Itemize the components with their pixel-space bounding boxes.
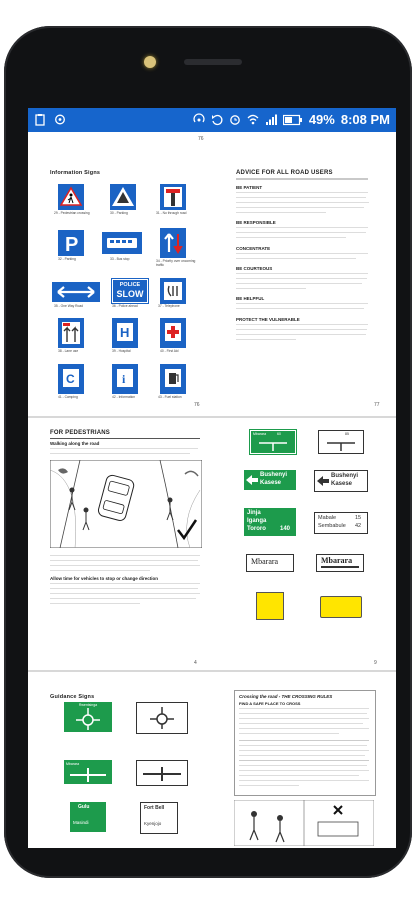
text-line: [236, 192, 368, 193]
text-line: [236, 288, 306, 289]
page-number: 4: [194, 660, 197, 666]
text-line: [239, 745, 367, 746]
pdf-page-spread-3: [28, 674, 396, 848]
sign-text: Bushenyi: [331, 473, 359, 479]
svg-text:H: H: [120, 325, 130, 340]
text-line: [50, 453, 190, 454]
text-line: [239, 713, 367, 714]
text-line: [236, 258, 356, 259]
white-distance-sign: [314, 512, 368, 534]
heading-rule: [236, 178, 368, 180]
text-line: [239, 770, 369, 771]
text-line: [239, 755, 365, 756]
yellow-plate-sign-wide: [320, 596, 362, 618]
text-line: [239, 750, 369, 751]
green-distance-sign: [244, 508, 296, 536]
sign-value: 85: [345, 432, 349, 436]
green-direction-sign: [70, 802, 106, 832]
pedestrian-crossing-sign: [58, 184, 84, 210]
police-sign-line1: POLICE: [119, 282, 141, 288]
page-divider: [28, 416, 396, 418]
subheading: BE RESPONSIBLE: [236, 220, 276, 225]
text-line: [239, 760, 369, 761]
sign-text: Bushenyi: [260, 472, 288, 478]
wifi-icon: [247, 113, 259, 126]
text-line: [50, 593, 200, 594]
text-line: [50, 565, 200, 566]
subheading: BE PATIENT: [236, 185, 263, 190]
pdf-page-spread-2: [28, 420, 396, 668]
sign-caption: 34 - Priority over oncoming traffic: [156, 259, 196, 267]
page-number: 77: [374, 402, 380, 408]
section-heading: ADVICE FOR ALL ROAD USERS: [236, 170, 333, 176]
svg-text:i: i: [122, 372, 126, 386]
sign-caption: 40 - First Aid: [160, 349, 179, 353]
sync-icon: [54, 113, 66, 126]
text-line: [50, 570, 150, 571]
text-line: [50, 560, 198, 561]
pedestrian-road-illustration: [50, 460, 202, 548]
text-line: [239, 728, 369, 729]
camping-sign: [58, 364, 84, 394]
text-line: [239, 718, 369, 719]
sign-caption: 30 - Parking: [110, 211, 128, 215]
junction-diagram-icon: [323, 439, 359, 451]
text-line: [236, 339, 296, 340]
text-line: [239, 740, 369, 741]
page-divider: [28, 670, 396, 672]
clipboard-icon: [34, 113, 46, 126]
roundabout-icon: [76, 708, 100, 730]
place-name-sign: [246, 554, 294, 572]
text-line: [236, 232, 366, 233]
sign-text: Mabale: [318, 515, 337, 521]
police-slow-sign: [112, 279, 148, 303]
box-heading: Crossing the road - THE CROSSING RULES: [239, 694, 333, 699]
white-arrow-sign: [314, 470, 368, 492]
text-line: [239, 733, 339, 734]
sign-text: Jinja: [247, 510, 261, 516]
text-line: [236, 253, 368, 254]
pdf-page-spread-1: [28, 132, 396, 414]
text-line: [236, 308, 364, 309]
crossing-illustration: [234, 800, 374, 846]
text-line: [236, 278, 367, 279]
first-aid-sign: [160, 318, 186, 348]
sign-caption: 29 - Pedestrian crossing: [54, 211, 90, 215]
page-number: 9: [374, 660, 377, 666]
sign-caption: 39 - Hospital: [112, 349, 131, 353]
no-through-road-sign: [160, 184, 186, 210]
fuel-station-sign: [160, 364, 186, 394]
text-line: [236, 237, 346, 238]
subheading: PROTECT THE VULNERABLE: [236, 317, 300, 322]
text-line: [236, 212, 326, 213]
heading-rule: [50, 438, 200, 439]
text-line: [239, 765, 367, 766]
front-camera: [144, 56, 156, 68]
priority-sign: [160, 228, 186, 258]
sign-text: Mbarara: [251, 557, 279, 566]
sign-text: Masindi: [73, 820, 89, 825]
text-line: [236, 227, 368, 228]
crossing-rules-box: [234, 690, 376, 796]
sign-text: Tororo: [247, 526, 266, 532]
text-line: [236, 324, 368, 325]
subheading: Walking along the road: [50, 441, 100, 446]
police-sign-line2: SLOW: [116, 289, 144, 299]
page-number: 76: [198, 136, 204, 142]
subheading: Allow time for vehicles to stop or change direction: [50, 576, 159, 581]
text-line: [239, 708, 369, 709]
svg-text:C: C: [66, 372, 75, 386]
text-line: [50, 588, 198, 589]
subheading: BE COURTEOUS: [236, 266, 273, 271]
text-line: [239, 785, 299, 786]
sign-text: Kasese: [260, 480, 282, 486]
white-direction-sign: [318, 430, 364, 454]
text-line: [236, 329, 367, 330]
ahead-warning-sign: [110, 184, 136, 210]
page-number: 76: [194, 402, 200, 408]
screen: [28, 108, 396, 848]
text-line: [236, 283, 362, 284]
sign-text: Gulu: [78, 804, 90, 810]
junction-diagram-icon: [141, 767, 183, 781]
subheading: CONCENTRATE: [236, 246, 271, 251]
text-line: [50, 598, 196, 599]
junction-diagram-icon: [68, 768, 108, 782]
arrow-left-icon: [246, 475, 258, 485]
green-roundabout-sign: [64, 702, 112, 732]
sign-caption: 32 - Parking: [58, 257, 76, 261]
section-heading: FOR PEDESTRIANS: [50, 430, 111, 436]
roundabout-icon: [150, 707, 174, 729]
text-line: [236, 273, 368, 274]
parking-sign: [58, 230, 84, 256]
sign-text: Rwentsinga: [78, 703, 98, 707]
sign-caption: 42 - Information: [112, 395, 136, 399]
lane-use-sign: [58, 318, 84, 348]
clock-time: 8:08 PM: [340, 112, 390, 127]
sign-caption: 38 - Lane use: [58, 349, 79, 353]
alarm-icon: [229, 113, 241, 126]
sign-value: 15: [355, 515, 362, 521]
green-arrow-sign: [244, 470, 296, 490]
sign-caption: 35 - One Way Road: [54, 304, 84, 308]
text-line: [50, 583, 200, 584]
text-line: [50, 448, 198, 449]
junction-diagram-icon: [255, 439, 291, 451]
sign-text: Kyenjojo: [144, 821, 162, 826]
sign-value: 42: [355, 523, 362, 529]
sign-caption: 41 - Camping: [58, 395, 78, 399]
sign-text: Mbarara: [321, 556, 353, 565]
text-line: [239, 780, 369, 781]
sign-text: Iganga: [247, 518, 267, 524]
text-line: [236, 303, 368, 304]
sign-caption: 36 - Police ahead: [112, 304, 138, 308]
rotate-icon: [211, 113, 223, 126]
sign-caption: 37 - Telephone: [158, 304, 180, 308]
sign-underline: [321, 566, 359, 568]
subheading: BE HELPFUL: [236, 296, 265, 301]
sign-text: Mbarara: [253, 432, 267, 436]
text-line: [236, 197, 366, 198]
sign-text: Kasese: [331, 481, 353, 487]
text-line: [236, 207, 364, 208]
place-name-sign: [316, 554, 364, 572]
sign-text: Mbarara: [66, 762, 80, 766]
one-way-road-sign: [52, 282, 100, 302]
sign-caption: 31 - No through road: [156, 211, 187, 215]
arrow-left-icon: [317, 476, 329, 486]
white-junction-sign: [136, 760, 188, 786]
hospital-sign: [112, 318, 138, 348]
phone-frame: [4, 26, 412, 878]
hotspot-icon: [193, 113, 205, 126]
green-direction-sign: [250, 430, 296, 454]
battery-percent: 49%: [308, 112, 335, 127]
text-line: [236, 202, 369, 203]
text-line: [50, 603, 140, 604]
information-sign: [112, 364, 138, 394]
telephone-sign: [160, 278, 186, 304]
green-junction-sign: [64, 760, 112, 784]
text-line: [50, 555, 200, 556]
text-line: [239, 775, 359, 776]
sign-text: Fort Bell: [144, 805, 165, 811]
earpiece-speaker: [184, 59, 242, 65]
text-line: [236, 334, 366, 335]
status-bar: [28, 108, 396, 132]
white-roundabout-sign: [136, 702, 188, 734]
signal-icon: [265, 113, 277, 126]
bus-stop-sign: [102, 232, 142, 254]
svg-text:P: P: [65, 234, 79, 256]
battery-icon: [283, 114, 303, 126]
section-heading: Guidance Signs: [50, 694, 95, 700]
section-heading: Information Signs: [50, 170, 101, 176]
text-line: [239, 723, 363, 724]
pdf-document-view[interactable]: [28, 132, 396, 848]
sign-text: Sembabule: [318, 523, 346, 529]
sign-caption: 43 - Fuel station: [158, 395, 182, 399]
sign-value: 60: [277, 432, 281, 436]
sign-caption: 33 - Bus stop: [110, 257, 130, 261]
sign-value: 140: [280, 526, 291, 532]
yellow-plate-sign: [256, 592, 284, 620]
white-direction-sign: [140, 802, 178, 834]
box-subheading: FIND A SAFE PLACE TO CROSS: [239, 701, 301, 706]
